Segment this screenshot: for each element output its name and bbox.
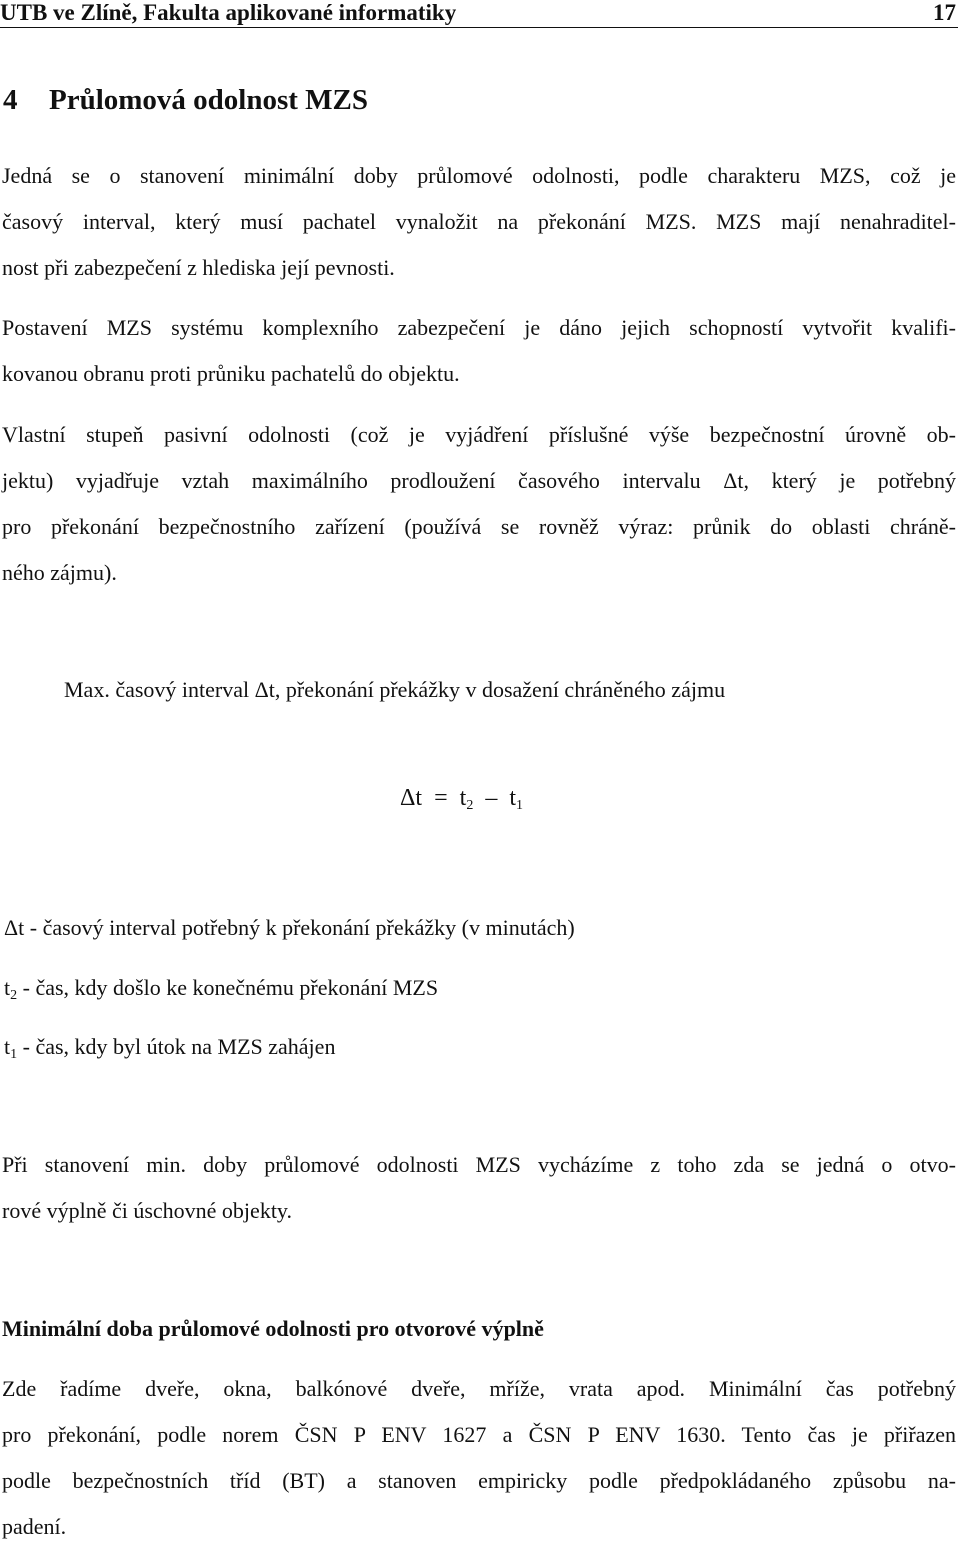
paragraph-line: Jedná se o stanovení minimální doby průlomové odolnosti, podle charakteru MZS, což je bbox=[2, 163, 956, 188]
paragraph-line: Vlastní stupeň pasivní odolnosti (což je vyjádření příslušné výše bezpečnostní úrovně ob- bbox=[2, 422, 956, 447]
definition-delta-t: Δt - časový interval potřebný k překonání překážky (v minutách) bbox=[4, 915, 575, 940]
paragraph-openings bbox=[2, 1366, 956, 1550]
running-header-title: UTB ve Zlíně, Fakulta aplikované informatiky bbox=[0, 0, 457, 25]
paragraph-line: pro překonání, podle norem ČSN P ENV 1627 a ČSN P ENV 1630. Tento čas je přiřazen bbox=[2, 1422, 956, 1447]
formula-lhs: Δt bbox=[400, 785, 423, 811]
chapter-title: Průlomová odolnost MZS bbox=[49, 84, 369, 116]
formula-equals: = bbox=[434, 785, 448, 811]
chapter-number: 4 bbox=[3, 84, 18, 116]
definition-t2: $t_2$ - čas, kdy došlo ke konečnému překonání MZS bbox=[4, 975, 439, 1003]
formula-minus: – bbox=[485, 785, 498, 811]
paragraph-line: podle bezpečnostních tříd (BT) a stanoven empiricky podle předpokládaného způsobu na- bbox=[2, 1468, 956, 1493]
paragraph-line: nost při zabezpečení z hlediska její pevnosti. bbox=[2, 255, 395, 280]
section-subheading: Minimální doba průlomové odolnosti pro otvorové výplně bbox=[2, 1316, 544, 1341]
paragraph-line: Zde řadíme dveře, okna, balkónové dveře, mříže, vrata apod. Minimální čas potřebný bbox=[2, 1376, 956, 1401]
paragraph-intro bbox=[2, 153, 956, 291]
formula-t1: $t_1$ bbox=[509, 785, 523, 813]
paragraph-line: Při stanovení min. doby průlomové odolnosti MZS vycházíme z toho zda se jedná o otvo- bbox=[2, 1152, 956, 1177]
paragraph-line: kovanou obranu proti průniku pachatelů do objektu. bbox=[2, 361, 460, 386]
formula-t2: $t_2$ bbox=[459, 785, 474, 813]
paragraph-passive-resistance bbox=[2, 412, 956, 596]
paragraph-line: Postavení MZS systému komplexního zabezpečení je dáno jejich schopností vytvořit kvalifi- bbox=[2, 315, 956, 340]
paragraph-min-time bbox=[2, 1142, 956, 1234]
chapter-heading bbox=[3, 83, 368, 117]
paragraph-position bbox=[2, 305, 956, 397]
paragraph-line: jektu) vyjadřuje vztah maximálního prodloužení časového intervalu Δt, který je potřebný bbox=[2, 468, 956, 493]
header-rule bbox=[0, 27, 958, 28]
paragraph-line: ného zájmu). bbox=[2, 560, 117, 585]
formula bbox=[400, 783, 523, 813]
paragraph-line: padení. bbox=[2, 1514, 67, 1539]
definition-t1: $t_1$ - čas, kdy byl útok na MZS zahájen bbox=[4, 1034, 336, 1062]
paragraph-line: časový interval, který musí pachatel vynaložit na překonání MZS. MZS mají nenahraditel- bbox=[2, 209, 956, 234]
formula-caption: Max. časový interval Δt, překonání překážky v dosažení chráněného zájmu bbox=[64, 677, 726, 702]
page-number: 17 bbox=[933, 0, 956, 25]
paragraph-line: rové výplně či úschovné objekty. bbox=[2, 1198, 292, 1223]
paragraph-line: pro překonání bezpečnostního zařízení (používá se rovněž výraz: průnik do oblasti chráně- bbox=[2, 514, 956, 539]
